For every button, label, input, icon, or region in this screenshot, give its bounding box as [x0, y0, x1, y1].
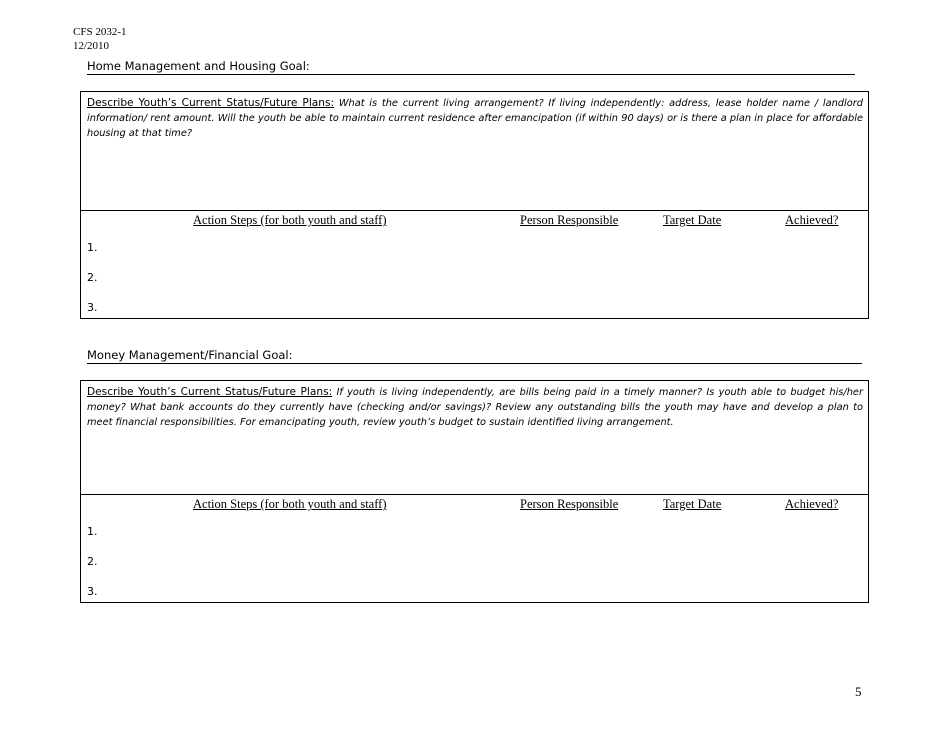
form-number: CFS 2032-1: [73, 26, 127, 38]
housing-action-steps: [81, 211, 868, 317]
financial-status-description: If youth is living independently, are bills being paid in a timely manner? Is youth able to budget his/her money? What bank accounts do they currently have (checking and/or savings)? Review any outstanding bills the youth may have and develop a plan to meet financial responsibilities. For emancipating youth, review youth’s budget to sustain identified living arrangement.: [87, 387, 863, 428]
step-3[interactable]: 3.: [87, 585, 98, 598]
page-number: 5: [855, 684, 862, 699]
target-date-header: Target Date: [663, 497, 722, 511]
person-responsible-header: Person Responsible: [520, 213, 619, 227]
financial-goal-label: Money Management/Financial Goal:: [87, 348, 293, 362]
action-steps-header: Action Steps (for both youth and staff): [193, 213, 387, 227]
housing-goal-label: Home Management and Housing Goal:: [87, 59, 310, 73]
achieved-header: Achieved?: [785, 213, 839, 227]
financial-action-steps: [81, 495, 868, 601]
achieved-header: Achieved?: [785, 497, 839, 511]
financial-status-label: Describe Youth’s Current Status/Future Plans:: [87, 386, 333, 398]
financial-goal-line[interactable]: [87, 348, 862, 364]
action-steps-header: Action Steps (for both youth and staff): [193, 497, 387, 511]
form-code: [73, 25, 127, 53]
target-date-header: Target Date: [663, 213, 722, 227]
step-2[interactable]: 2.: [87, 555, 98, 568]
step-2[interactable]: 2.: [87, 271, 98, 284]
housing-status-label: Describe Youth’s Current Status/Future Plans:: [87, 97, 335, 109]
housing-goal-line[interactable]: [87, 59, 855, 75]
housing-status-field[interactable]: [81, 92, 868, 211]
step-1[interactable]: 1.: [87, 241, 98, 254]
form-date: 12/2010: [73, 40, 110, 52]
financial-status-field[interactable]: [81, 381, 868, 495]
step-1[interactable]: 1.: [87, 525, 98, 538]
housing-goal-box: [80, 91, 869, 319]
person-responsible-header: Person Responsible: [520, 497, 619, 511]
step-3[interactable]: 3.: [87, 301, 98, 314]
financial-goal-box: [80, 380, 869, 603]
housing-status-description: What is the current living arrangement? If living independently: address, lease holder name / landlord information/ rent amount. Will the youth be able to maintain current residence after emancipation (if within 90 days) or is there a plan in place for affordable housing at that time?: [87, 98, 863, 139]
